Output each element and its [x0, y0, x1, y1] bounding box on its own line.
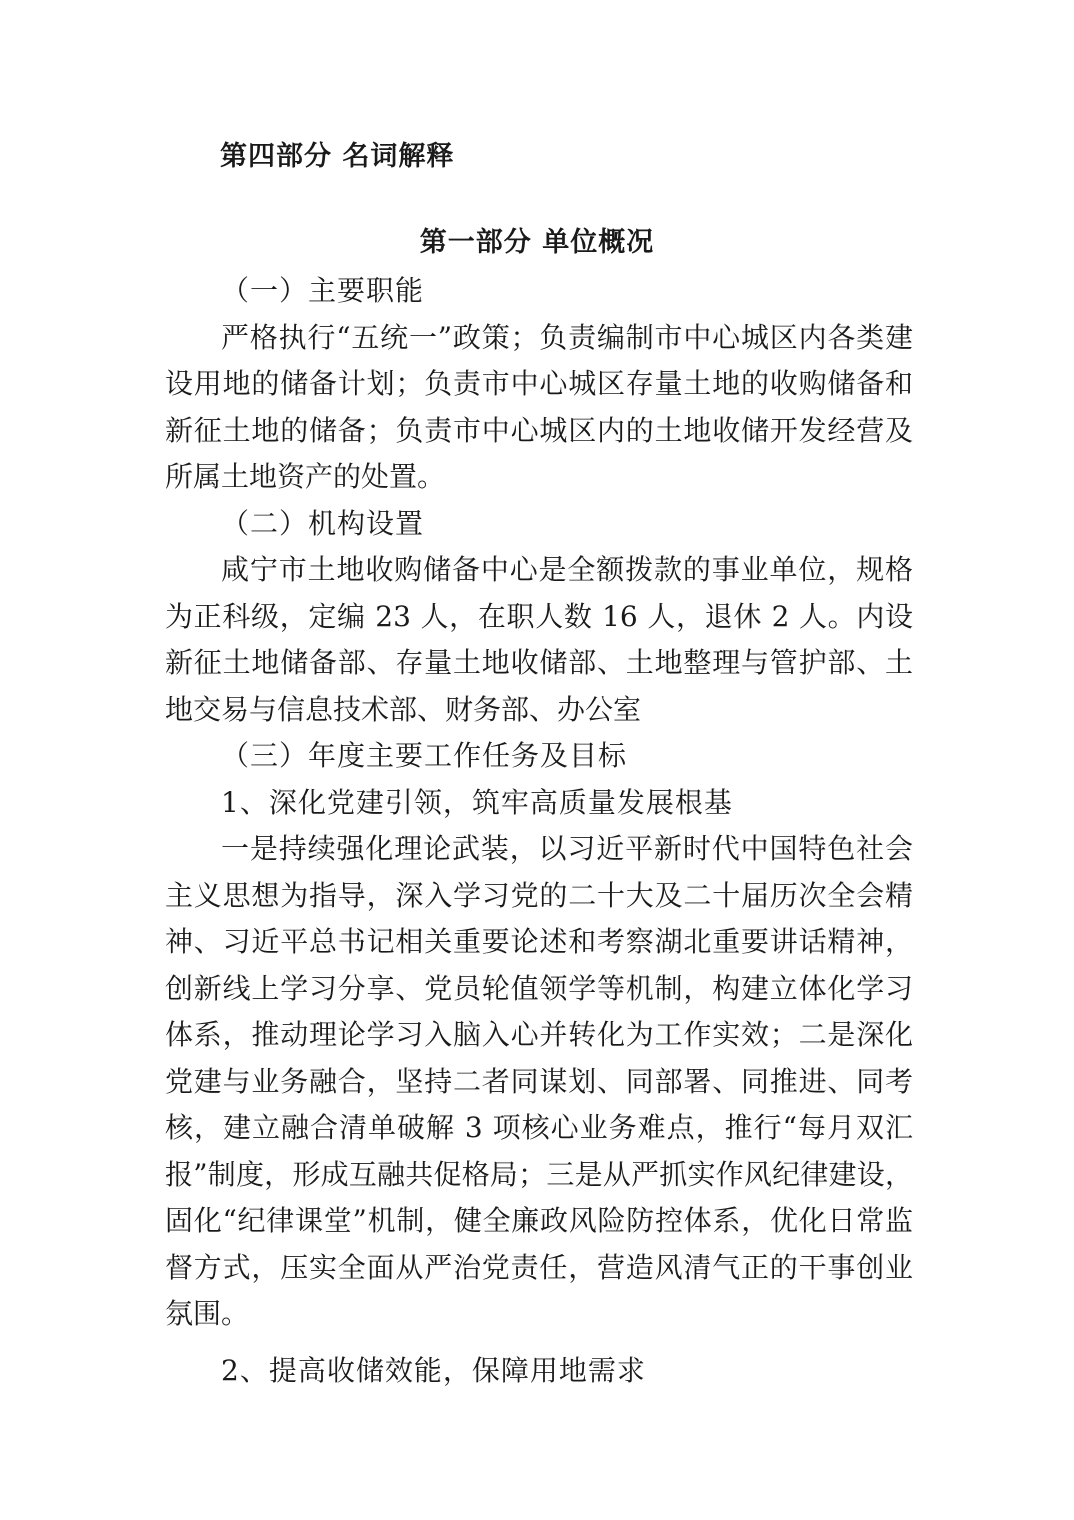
paragraph-organization: 咸宁市土地收购储备中心是全额拨款的事业单位，规格为正科级，定编 23 人，在职人数 16 人，退休 2 人。内设新征土地储备部、存量土地收储部、土地整理与管护部、土地交易与信息技术部、财务部、办公室	[165, 553, 913, 726]
document-body	[165, 268, 913, 1394]
task-item-1-heading: 1、深化党建引领，筑牢高质量发展根基	[221, 785, 733, 819]
toc-heading-part4: 第四部分 名词解释	[220, 141, 455, 172]
subheading-organization: （二）机构设置	[221, 506, 425, 540]
section-title-part1: 第一部分 单位概况	[419, 227, 655, 258]
task-item-1-paragraph: 一是持续强化理论武装，以习近平新时代中国特色社会主义思想为指导，深入学习党的二十大及二十届历次全会精神、习近平总书记相关重要论述和考察湖北重要讲话精神，创新线上学习分享、党员轮值领学等机制，构建立体化学习体系，推动理论学习入脑入心并转化为工作实效；二是深化党建与业务融合，坚持二者同谋划、同部署、同推进、同考核，建立融合清单破解 3 项核心业务难点，推行“每月双汇报”制度，形成互融共促格局；三是从严抓实作风纪律建设，固化“纪律课堂”机制，健全廉政风险防控体系，优化日常监督方式，压实全面从严治党责任，营造风清气正的干事创业氛围。	[165, 832, 913, 1330]
task-item-2-heading: 2、提高收储效能，保障用地需求	[221, 1353, 646, 1387]
paragraph-functions: 严格执行“五统一”政策；负责编制市中心城区内各类建设用地的储备计划；负责市中心城区存量土地的收购储备和新征土地的储备；负责市中心城区内的土地收储开发经营及所属土地资产的处置。	[165, 320, 913, 493]
subheading-functions: （一）主要职能	[221, 274, 425, 307]
subheading-tasks: （三）年度主要工作任务及目标	[221, 739, 628, 772]
paragraph-spacer	[165, 1338, 913, 1348]
